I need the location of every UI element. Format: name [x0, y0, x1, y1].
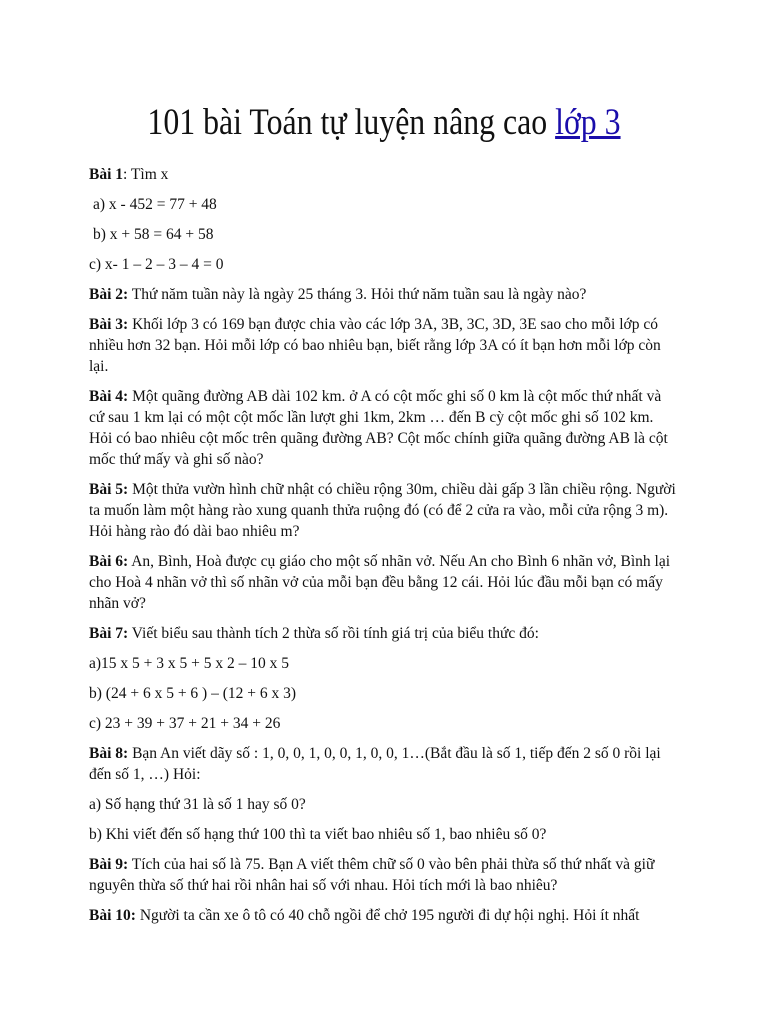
problem-8-b: b) Khi viết đến số hạng thứ 100 thì ta viết bao nhiêu số 1, bao nhiêu số 0?: [89, 826, 547, 843]
problem-2: [89, 284, 679, 305]
problem-label: Bài 4:: [89, 388, 129, 405]
title-link[interactable]: lớp 3: [555, 102, 621, 143]
problem-7: [89, 623, 679, 644]
problem-text: Một thửa vườn hình chữ nhật có chiều rộng 30m, chiều dài gấp 3 lần chiều rộng. Người ta muốn làm một hàng rào xung quanh thửa ruộng đó (có để 2 cửa ra vào, mỗi cửa rộng 3 m). Hỏi hàng rào đó dài bao nhiêu m?: [89, 481, 676, 540]
problem-1: [89, 164, 679, 185]
problem-text: Một quãng đường AB dài 102 km. ở A có cột mốc ghi số 0 km là cột mốc thứ nhất và cứ sau 1 km lại có một cột mốc lần lượt ghi 1km, 2km … đến B cỳ cột mốc ghi số 102 km. Hỏi có bao nhiêu cột mốc trên quãng đường AB? Cột mốc chính giữa quãng đường AB là cột mốc thứ mấy và ghi số nào?: [89, 388, 668, 468]
problem-text: Khối lớp 3 có 169 bạn được chia vào các lớp 3A, 3B, 3C, 3D, 3E sao cho mỗi lớp có nhiều hơn 32 bạn. Hỏi mỗi lớp có bao nhiêu bạn, biết rằng lớp 3A có ít bạn hơn mỗi lớp còn lại.: [89, 316, 661, 375]
problem-7-b: b) (24 + 6 x 5 + 6 ) – (12 + 6 x 3): [89, 685, 297, 702]
problem-4: [89, 386, 679, 470]
problem-label: Bài 7:: [89, 625, 129, 642]
problem-3: [89, 314, 679, 377]
problem-label: Bài 3:: [89, 316, 129, 333]
problem-8-a: a) Số hạng thứ 31 là số 1 hay số 0?: [89, 796, 306, 813]
problem-text: Viết biểu sau thành tích 2 thừa số rồi tính giá trị của biểu thức đó:: [128, 625, 539, 642]
problem-8: [89, 743, 679, 785]
problem-label: Bài 5:: [89, 481, 129, 498]
problem-text: Người ta cần xe ô tô có 40 chỗ ngồi để chở 195 người đi dự hội nghị. Hỏi ít nhất: [135, 907, 640, 924]
problem-label: Bài 1: [89, 166, 124, 183]
problem-5: [89, 479, 679, 542]
problem-text: Thứ năm tuần này là ngày 25 tháng 3. Hỏi thứ năm tuần sau là ngày nào?: [128, 286, 587, 303]
page-title: [54, 100, 714, 146]
problem-text: Bạn An viết dãy số : 1, 0, 0, 1, 0, 0, 1, 0, 0, 1…(Bắt đầu là số 1, tiếp đến 2 số 0 rồi lại đến số 1, …) Hỏi:: [89, 745, 661, 783]
problem-label: Bài 10:: [89, 907, 136, 924]
problem-10: [89, 905, 679, 926]
problem-label: Bài 2:: [89, 286, 129, 303]
problem-1-a: a) x - 452 = 77 + 48: [93, 196, 217, 213]
problem-text: : Tìm x: [123, 166, 169, 183]
title-text: 101 bài Toán tự luyện nâng cao: [147, 102, 556, 143]
problem-text: An, Bình, Hoà được cụ giáo cho một số nhãn vở. Nếu An cho Bình 6 nhãn vở, Bình lại cho Hoà 4 nhãn vở thì số nhãn vở của mỗi bạn đều bằng 12 cái. Hỏi lúc đầu mỗi bạn có mấy nhãn vở?: [89, 553, 671, 612]
problem-7-a: a)15 x 5 + 3 x 5 + 5 x 2 – 10 x 5: [89, 655, 290, 672]
problem-9: [89, 854, 679, 896]
problem-label: Bài 9:: [89, 856, 129, 873]
problem-6: [89, 551, 679, 614]
problem-label: Bài 6:: [89, 553, 129, 570]
problem-1-b: b) x + 58 = 64 + 58: [93, 226, 214, 243]
problem-text: Tích của hai số là 75. Bạn A viết thêm chữ số 0 vào bên phải thừa số thứ nhất và giữ nguyên thừa số thứ hai rồi nhân hai số với nhau. Hỏi tích mới là bao nhiêu?: [89, 856, 655, 894]
problem-7-c: c) 23 + 39 + 37 + 21 + 34 + 26: [89, 715, 281, 732]
problem-list: [89, 164, 679, 935]
problem-label: Bài 8:: [89, 745, 129, 762]
problem-1-c: c) x- 1 – 2 – 3 – 4 = 0: [89, 256, 224, 273]
